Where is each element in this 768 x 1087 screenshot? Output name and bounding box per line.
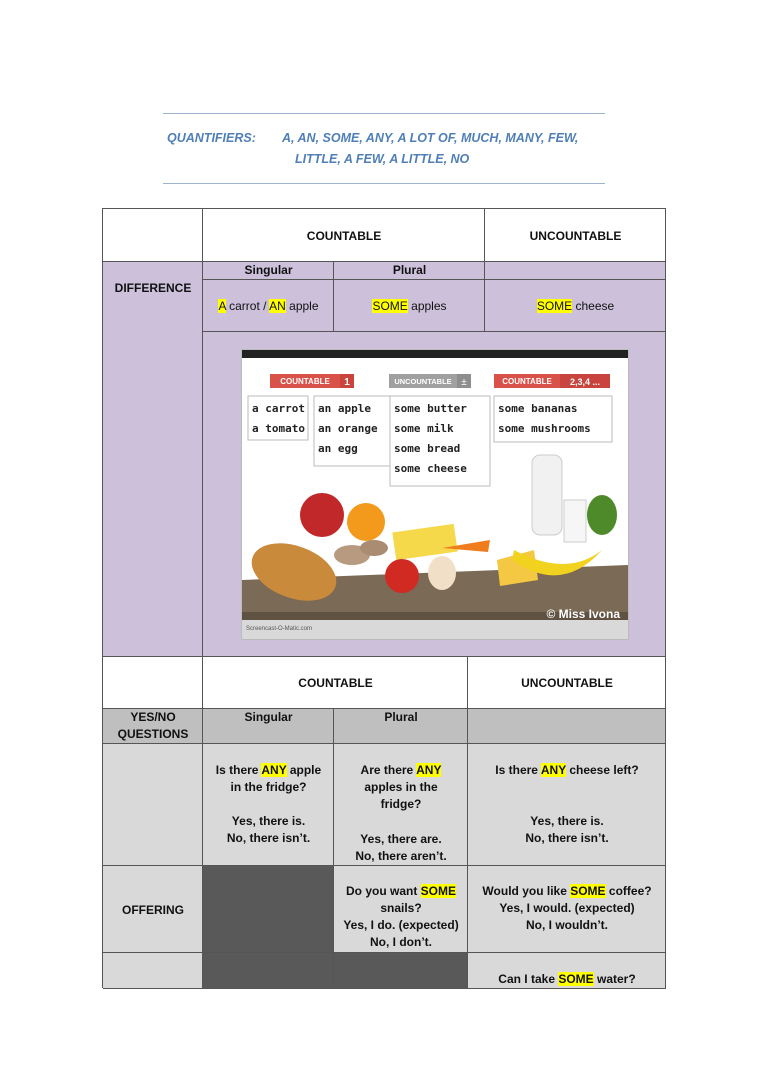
uncountable-example-text: [485, 298, 666, 315]
highlight-some: SOME: [570, 884, 606, 898]
egg-icon: [428, 556, 456, 590]
site-text: Screencast-O-Matic.com: [246, 626, 313, 632]
example-carrot: carrot /: [225, 299, 270, 313]
quantifiers-table: [102, 208, 666, 988]
s1-singular-example: [203, 280, 334, 332]
yesno-label: YES/NO QUESTIONS: [117, 710, 189, 741]
off-unc-line2: Yes, I would. (expected): [499, 901, 635, 915]
a-singular-no: No, there isn’t.: [226, 831, 311, 845]
example-cheese: cheese: [572, 299, 615, 313]
off-plural-line4: No, I don’t.: [370, 935, 432, 949]
highlight-any: ANY: [540, 763, 566, 777]
s2-uncountable-label: UNCOUNTABLE: [521, 676, 613, 690]
a-singular-yes: Yes, there is.: [231, 814, 306, 828]
badge-uncountable: UNCOUNTABLE: [394, 377, 452, 386]
off-plural-line3: Yes, I do. (expected): [343, 918, 459, 932]
a-uncountable-yes: Yes, there is.: [530, 814, 604, 828]
s1-countable-label: COUNTABLE: [306, 229, 382, 243]
s2-uncountable-sub: [468, 709, 666, 744]
a-plural-no: No, there aren’t.: [355, 849, 447, 863]
food-illustration: [241, 349, 629, 640]
header-top-rule: [163, 113, 605, 114]
svg-text:±: ±: [461, 377, 467, 388]
q-plural-line1: Are there ANY: [360, 763, 442, 777]
butter-icon: [392, 524, 457, 560]
credit-text: © Miss Ivona: [546, 607, 620, 621]
highlight-some: SOME: [536, 299, 573, 313]
orange-icon: [347, 503, 385, 541]
highlight-an: AN: [269, 299, 286, 313]
q-singular-cell: [203, 744, 334, 866]
s1-image-cell: [203, 332, 666, 657]
header-line-1: A, AN, SOME, ANY, A LOT OF, MUCH, MANY, FEW,: [282, 131, 579, 145]
s1-uncountable-example: [485, 280, 666, 332]
s1-uncountable-header: [485, 209, 666, 262]
word-an-apple: an apple: [318, 402, 371, 415]
difference-label: DIFFERENCE: [114, 281, 192, 295]
s1-singular-header: [203, 262, 334, 280]
word-a-carrot: a carrot: [252, 402, 305, 415]
q-singular-line2: in the fridge?: [230, 780, 307, 794]
offering-plural-cell: [334, 866, 468, 953]
badge-num-1: 1: [344, 377, 350, 388]
a-uncountable-no: No, there isn’t.: [525, 831, 609, 845]
header-line-2: LITTLE, A FEW, A LITTLE, NO: [295, 152, 470, 166]
word-an-orange: an orange: [318, 422, 378, 435]
word-some-butter: some butter: [394, 402, 467, 415]
offering-label-cell: [103, 866, 203, 953]
badge-countable-2: COUNTABLE: [502, 377, 552, 386]
off-plural-line2: snails?: [380, 901, 422, 915]
tomato-icon: [385, 559, 419, 593]
badge-countable-1: COUNTABLE: [280, 377, 330, 386]
word-some-mushrooms: some mushrooms: [498, 422, 591, 435]
request-plural-cell: [334, 953, 468, 989]
example-apple: apple: [285, 299, 319, 313]
s2-corner-cell: [103, 657, 203, 709]
milk-icon: [532, 455, 562, 535]
s1-corner-cell: [103, 209, 203, 262]
s1-uncountable-label: UNCOUNTABLE: [529, 229, 622, 243]
s1-countable-header: [203, 209, 485, 262]
questions-label-cell: [103, 744, 203, 866]
plural-example-text: [334, 298, 485, 315]
word-some-bananas: some bananas: [498, 402, 578, 415]
q-plural-line2: apples in the: [364, 780, 438, 794]
word-a-tomato: a tomato: [252, 422, 305, 435]
q-singular-line1: Is there ANY apple: [215, 763, 322, 777]
highlight-some: SOME: [420, 884, 456, 898]
highlight-some: SOME: [558, 972, 594, 986]
s1-singular-label: Singular: [244, 263, 293, 277]
highlight-any: ANY: [416, 763, 442, 777]
request-line: Can I take SOME water?: [498, 972, 636, 986]
header-label: QUANTIFIERS:: [167, 131, 256, 145]
badge-num-2: 2,3,4 ...: [569, 377, 601, 387]
s2-plural-label: Plural: [384, 710, 418, 724]
apple-icon: [300, 493, 344, 537]
word-some-cheese: some cheese: [394, 462, 467, 475]
offering-uncountable-cell: [468, 866, 666, 953]
q-uncountable-line1: Is there ANY cheese left?: [495, 763, 639, 777]
a-plural-yes: Yes, there are.: [360, 832, 442, 846]
s1-plural-header: [334, 262, 485, 280]
s2-countable-label: COUNTABLE: [298, 676, 373, 690]
s2-singular-label: Singular: [244, 710, 293, 724]
s1-label-column: [103, 262, 203, 657]
s2-plural-header: [334, 709, 468, 744]
request-uncountable-cell: [468, 953, 666, 989]
illustration-svg: [242, 350, 628, 639]
word-some-milk: some milk: [394, 422, 454, 435]
s2-countable-header: [203, 657, 468, 709]
s1-plural-example: [334, 280, 485, 332]
offering-singular-cell: [203, 866, 334, 953]
header-bottom-rule: [163, 183, 605, 184]
example-apples: apples: [407, 299, 447, 313]
word-some-bread: some bread: [394, 442, 461, 455]
request-singular-cell: [203, 953, 334, 989]
off-plural-line1: Do you want SOME: [345, 884, 456, 898]
s1-uncountable-sub: [485, 262, 666, 280]
offering-label: OFFERING: [122, 903, 184, 917]
yesno-label-cell: [103, 709, 203, 744]
q-plural-cell: [334, 744, 468, 866]
word-an-egg: an egg: [318, 442, 358, 455]
highlight-any: ANY: [261, 763, 287, 777]
s2-uncountable-header: [468, 657, 666, 709]
s2-singular-header: [203, 709, 334, 744]
singular-example-text: [203, 298, 334, 315]
q-uncountable-cell: [468, 744, 666, 866]
off-unc-line1: Would you like SOME coffee?: [482, 884, 652, 898]
request-label-cell: [103, 953, 203, 989]
off-unc-line3: No, I wouldn’t.: [526, 918, 608, 932]
highlight-some: SOME: [372, 299, 408, 313]
highlight-a: A: [218, 299, 226, 313]
s1-plural-label: Plural: [392, 263, 427, 277]
q-plural-line3: fridge?: [380, 797, 422, 811]
